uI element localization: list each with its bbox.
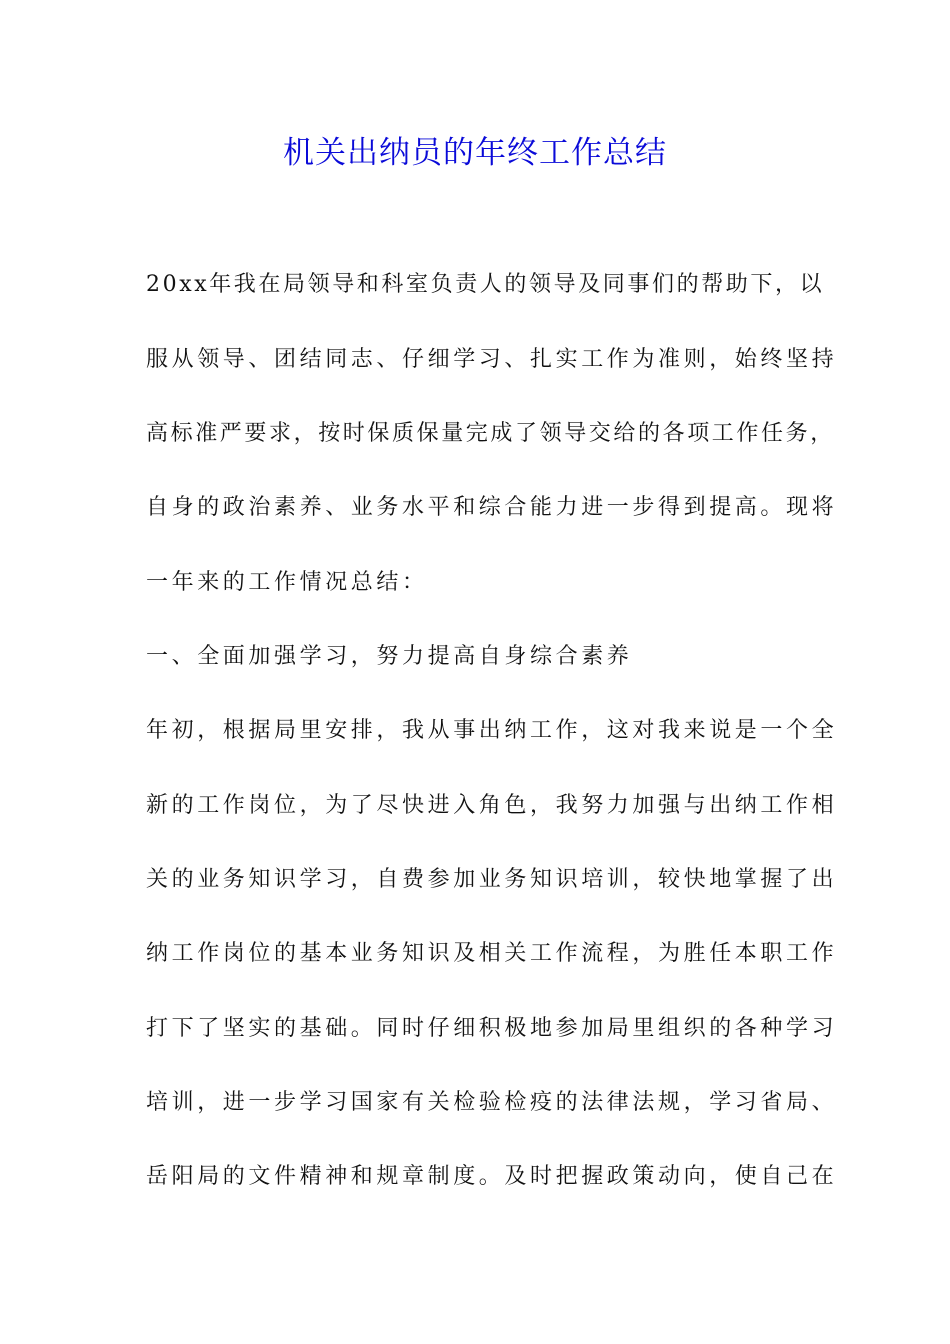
- body-line-6: 年初，根据局里安排，我从事出纳工作，这对我来说是一个全: [146, 718, 838, 743]
- document-title: 机关出纳员的年终工作总结: [283, 135, 667, 171]
- body-line-9: 纳工作岗位的基本业务知识及相关工作流程，为胜任本职工作: [146, 941, 838, 966]
- body-line-5: 一年来的工作情况总结：: [146, 570, 428, 595]
- body-line-10: 打下了坚实的基础。同时仔细积极地参加局里组织的各种学习: [146, 1016, 838, 1041]
- body-line-3: 高标准严要求，按时保质保量完成了领导交给的各项工作任务，: [146, 421, 835, 446]
- body-line-8: 关的业务知识学习，自费参加业务知识培训，较快地掌握了出: [146, 867, 838, 892]
- body-line-2: 服从领导、团结同志、仔细学习、扎实工作为准则，始终坚持: [146, 347, 838, 372]
- body-line-11: 培训，进一步学习国家有关检验检疫的法律法规，学习省局、: [146, 1090, 838, 1115]
- body-line-12: 岳阳局的文件精神和规章制度。及时把握政策动向，使自己在: [146, 1164, 838, 1189]
- body-line-1: 20xx年我在局领导和科室负责人的领导及同事们的帮助下，以: [146, 272, 825, 297]
- section-heading-1: 一、全面加强学习，努力提高自身综合素养: [146, 644, 633, 669]
- body-line-4: 自身的政治素养、业务水平和综合能力进一步得到提高。现将: [146, 495, 838, 520]
- body-line-7: 新的工作岗位，为了尽快进入角色，我努力加强与出纳工作相: [146, 793, 838, 818]
